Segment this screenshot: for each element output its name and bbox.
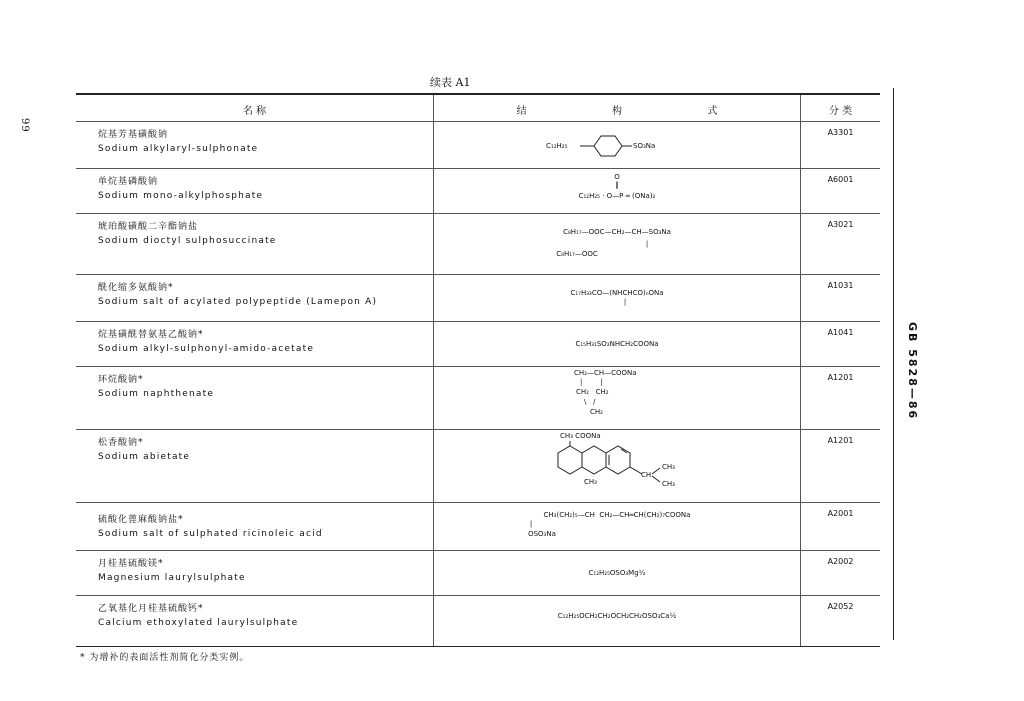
table-row [76, 367, 880, 430]
structure-cell [433, 596, 801, 646]
chinese-name: 烷基磺酰替氨基乙酸钠* [98, 330, 204, 340]
name-cell [76, 367, 433, 429]
formula-bond: | [529, 520, 533, 528]
formula-line: C₁₂H₂₅ · O—P ═ (ONa)₂ [578, 192, 656, 200]
chinese-name: 硫酸化蓖麻酸钠盐* [98, 515, 184, 525]
structure-cell [433, 214, 801, 274]
formula-line-1: CH₂—CH—COONa [574, 369, 637, 377]
english-name: Sodium alkylaryl-sulphonate [98, 144, 259, 154]
english-name: Sodium salt of acylated polypeptide (Lamepon A) [98, 297, 378, 307]
structure-cell [433, 551, 801, 595]
header-structure [433, 95, 801, 121]
name-cell [76, 322, 433, 366]
name-cell [76, 503, 433, 550]
chinese-name: 环烷酸钠* [98, 375, 144, 385]
benzene-ring-icon [434, 122, 802, 168]
structure-cell [433, 430, 801, 502]
structure-cell [433, 169, 801, 213]
header-structure-3: 式 [707, 106, 718, 117]
formula-diagonal-bonds: \ / [584, 398, 596, 406]
category-code: A2002 [827, 557, 854, 566]
english-name: Sodium salt of sulphated ricinoleic acid [98, 529, 323, 539]
header-structure-1: 结 [516, 106, 527, 117]
name-cell [76, 551, 433, 595]
english-name: Sodium mono-alkylphosphate [98, 191, 264, 201]
classification-table [76, 93, 880, 647]
table-row [76, 551, 880, 596]
category-code: A3301 [827, 128, 854, 137]
formula-left: C₁₂H₂₅ [546, 142, 568, 150]
table-row [76, 596, 880, 646]
table-row [76, 169, 880, 214]
category-code: A1201 [827, 436, 854, 445]
english-name: Sodium alkyl-sulphonyl-amido-acetate [98, 344, 315, 354]
formula-line-2: OSO₃Na [528, 530, 556, 538]
standard-code: GB 5828—86 [906, 322, 919, 421]
name-cell [76, 122, 433, 168]
table-row [76, 275, 880, 322]
category-code: A2001 [827, 509, 854, 518]
table-row [76, 322, 880, 367]
formula-line-1: CH₃(CH₂)₅—CH CH₂—CH═CH(CH₂)₇COONa [543, 511, 691, 519]
name-cell [76, 214, 433, 274]
formula-line-2: C₈H₁₇—OOC [556, 250, 598, 258]
name-cell [76, 275, 433, 321]
category-code: A6001 [827, 175, 854, 184]
formula-line-1: C₁₂H₂₅OSO₃Mg½ [588, 569, 646, 577]
table-row [76, 503, 880, 551]
margin-rule [893, 88, 894, 640]
formula-double-bond: ‖ [615, 181, 619, 189]
structure-cell [433, 503, 801, 550]
table-row [76, 430, 880, 503]
english-name: Magnesium laurylsulphate [98, 573, 246, 583]
chinese-name: 乙氧基化月桂基硫酸钙* [98, 604, 204, 614]
formula-line-1: C₁₂H₂₅OCH₂CH₂OCH₂CH₂OSO₃Ca½ [557, 612, 677, 620]
formula-line-1: C₈H₁₇—OOC—CH₂—CH—SO₃Na [563, 228, 671, 236]
formula-line-1: C₁₇H₃₃CO—(NHCHCO)ₙONa [570, 289, 664, 297]
table-header-row [76, 95, 880, 122]
structure-cell [433, 275, 801, 321]
chinese-name: 琥珀酸磺酸二辛酯钠盐 [98, 222, 199, 232]
header-category: 分 类 [828, 106, 853, 117]
name-cell [76, 430, 433, 502]
name-cell [76, 169, 433, 213]
formula-line-2: CH₂ CH₂ [576, 388, 609, 396]
category-code: A1201 [827, 373, 854, 382]
page-number: 99 [19, 118, 30, 133]
formula-methyl-a: CH₃ [662, 463, 675, 471]
chinese-name: 松香酸钠* [98, 438, 144, 448]
formula-line-1: C₁₅H₃₁SO₂NHCH₂COONa [575, 340, 659, 348]
structure-cell [433, 367, 801, 429]
header-structure-2: 构 [611, 106, 622, 117]
english-name: Sodium dioctyl sulphosuccinate [98, 236, 277, 246]
structure-cell [433, 322, 801, 366]
formula-ch: CH [641, 471, 652, 479]
formula-oxygen: O [614, 173, 620, 181]
english-name: Sodium abietate [98, 452, 191, 462]
chinese-name: 月桂基硫酸镁* [98, 559, 164, 569]
category-code: A1041 [827, 328, 854, 337]
formula-carboxyl: CH₃ COONa [560, 432, 601, 440]
table-row [76, 122, 880, 169]
category-code: A3021 [827, 220, 854, 229]
name-cell [76, 596, 433, 646]
english-name: Sodium naphthenate [98, 389, 215, 399]
footnote: * 为增补的表面活性剂简化分类实例。 [80, 653, 250, 663]
table-title: 续表 A1 [430, 76, 471, 89]
chinese-name: 烷基芳基磺酸钠 [98, 130, 169, 140]
formula-line-3: CH₂ [590, 408, 603, 416]
formula-bonds: | | [580, 378, 603, 386]
abietate-ring-structure-icon [434, 430, 802, 502]
formula-bond: | [623, 298, 627, 306]
structure-cell [433, 122, 801, 168]
category-code: A1031 [827, 281, 854, 290]
header-name: 名 称 [242, 106, 267, 117]
category-code: A2052 [827, 602, 854, 611]
chinese-name: 酰化缩多氨酸钠* [98, 283, 174, 293]
chinese-name: 单烷基磷酸钠 [98, 177, 159, 187]
english-name: Calcium ethoxylated laurylsulphate [98, 618, 299, 628]
formula-right: SO₃Na [633, 142, 656, 150]
formula-bond: | [645, 240, 649, 248]
formula-methyl-b: CH₃ [662, 480, 675, 488]
formula-methyl: CH₃ [584, 478, 597, 486]
table-row [76, 214, 880, 275]
